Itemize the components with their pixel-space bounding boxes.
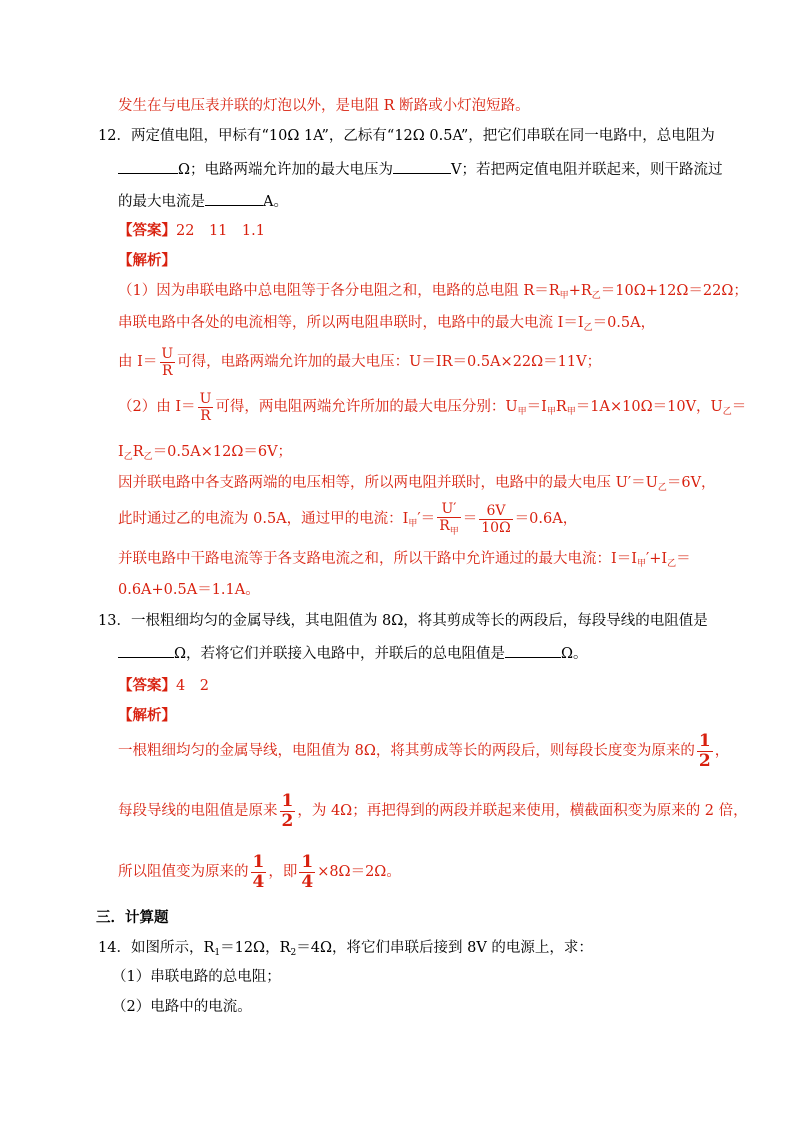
q12-analysis-p7: 此时通过乙的电流为 0.5A，通过甲的电流：$I_甲'=$ $\frac{U'}{R_甲}$ ＝ $\frac{6V}{10\Omega}$ ＝0.6A， — [118, 500, 578, 537]
fraction: $\frac{U}{R}$ — [161, 345, 174, 379]
q12-analysis-p3: 由 I＝ $\frac{U}{R}$ 可得，电路两端允许加的最大电压：U＝IR＝0.5A×22Ω＝11V； — [118, 345, 602, 379]
q13-answer — [118, 676, 209, 696]
q13-analysis-p2: 每段导线的电阻值是原来 $\frac{1}{2}$ ，为 4Ω；再把得到的两段并联起来使用，横截面积变为原来的 2 倍， — [118, 790, 748, 831]
fraction: $\frac{6V}{10\Omega}$ — [481, 502, 511, 536]
q12-stem-line3: 的最大电流是 A。 — [118, 191, 288, 212]
section-heading: 三．计算题 — [96, 909, 169, 926]
q12-analysis-label: 【解析】 — [118, 252, 176, 269]
answer-blank — [118, 643, 174, 658]
fraction: $\frac{1}{4}$ — [252, 851, 265, 892]
answer-label: 【答案】 — [118, 222, 176, 239]
q14-stem: 14．如图所示，$R_1=12\Omega$，$R_2=4\Omega$，将它们串联后接到 8V 的电源上，求： — [98, 940, 593, 958]
answer-label: 【答案】 — [118, 677, 176, 694]
q12-stem-line2: Ω；电路两端允许加的最大电压为 V；若把两定值电阻并联起来，则干路流过 — [118, 159, 723, 180]
answer-blank — [393, 159, 451, 174]
answer-value: 4 2 — [176, 678, 209, 694]
answer-value: 22 11 1.1 — [176, 223, 265, 239]
q12-stem-line1: 12．两定值电阻，甲标有“10Ω 1A”，乙标有“12Ω 0.5A”，把它们串联在同一电路中，总电阻为 — [98, 128, 715, 144]
q12-answer — [118, 221, 265, 241]
fraction: $\frac{1}{2}$ — [281, 790, 294, 831]
fraction: $\frac{1}{2}$ — [698, 730, 711, 771]
q13-analysis-label: 【解析】 — [118, 707, 176, 724]
q12-analysis-p8: 并联电路中干路电流等于各支路电流之和，所以干路中允许通过的最大电流：$I=I_甲'+I_乙=$ — [118, 551, 691, 569]
q12-analysis-p5: $I_乙R_乙=0.5A\times 12\Omega=6V$； — [118, 444, 293, 462]
q13-stem-line2: Ω，若将它们并联接入电路中，并联后的总电阻值是 Ω。 — [118, 643, 588, 664]
answer-blank — [505, 643, 561, 658]
answer-blank — [205, 191, 263, 206]
previous-analysis-note: 发生在与电压表并联的灯泡以外，是电阻 R 断路或小灯泡短路。 — [118, 98, 530, 114]
q12-analysis-p2: 串联电路中各处的电流相等，所以两电阻串联时，电路中的最大电流 $I=I_乙=0.5A$， — [118, 315, 656, 333]
fraction: $\frac{U}{R}$ — [199, 390, 212, 424]
q13-analysis-p1: 一根粗细均匀的金属导线，电阻值为 8Ω，将其剪成等长的两段后，则每段长度变为原来的 $\frac{1}{2}$ ， — [118, 730, 730, 771]
q13-analysis-p3: 所以阻值变为原来的 $\frac{1}{4}$ ，即 $\frac{1}{4}$ ×8Ω＝2Ω。 — [118, 851, 401, 892]
q14-item-1: （1）串联电路的总电阻； — [112, 969, 281, 985]
q12-analysis-p4: （2）由 I＝ $\frac{U}{R}$ 可得，两电阻两端允许所加的最大电压分别：$U_甲=I_甲R_甲=1A\times 10\Omega=10V$，$U_乙=$ — [118, 390, 747, 424]
answer-blank — [118, 159, 178, 174]
q12-analysis-p6: 因并联电路中各支路两端的电压相等，所以两电阻并联时，电路中的最大电压 $U'=U_乙=6V$， — [118, 475, 716, 493]
q12-analysis-p1: （1）因为串联电路中总电阻等于各分电阻之和，电路的总电阻 $R=R_甲+R_乙=10\Omega+12\Omega=22\Omega$； — [118, 283, 748, 301]
q14-item-2: （2）电路中的电流。 — [112, 999, 252, 1015]
fraction: $\frac{U'}{R_甲}$ — [439, 500, 459, 537]
q12-analysis-p9: 0.6A+0.5A＝1.1A。 — [118, 582, 260, 598]
q13-stem-line1: 13．一根粗细均匀的金属导线，其电阻值为 8Ω，将其剪成等长的两段后，每段导线的电阻值是 — [98, 613, 708, 629]
fraction: $\frac{1}{4}$ — [301, 851, 314, 892]
